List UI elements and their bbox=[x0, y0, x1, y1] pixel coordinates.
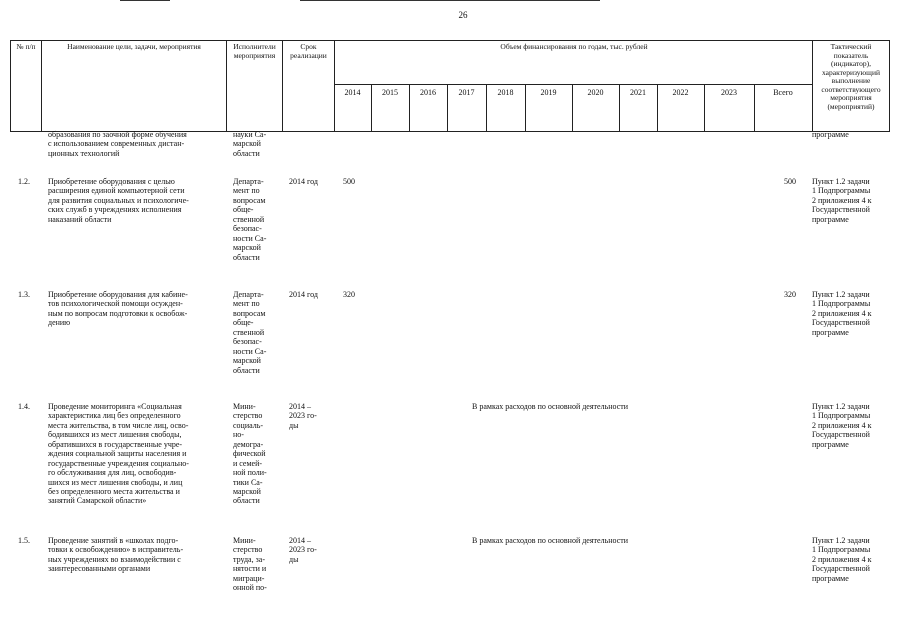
cell-executor: Мини- стерство труда, за- нятости и миграци- онной по- bbox=[233, 536, 267, 593]
header-year: 2014 bbox=[344, 88, 361, 97]
cell-indicator: Пункт 1.2 задачи 1 Подпрограммы 2 приложения 4 к Государственной программе bbox=[812, 177, 872, 224]
header-year: 2023 bbox=[721, 88, 737, 97]
cell-number: 1.4. bbox=[18, 402, 30, 411]
cell-indicator: Пункт 1.2 задачи 1 Подпрограммы 2 приложения 4 к Государственной программе bbox=[812, 402, 872, 449]
cell-term: 2014 год bbox=[289, 290, 318, 299]
header-year: 2022 bbox=[672, 88, 689, 97]
header-year: 2020 bbox=[587, 88, 604, 97]
cell-executor: Департа- мент по вопросам обще- ственной безопас- ности Са- марской области bbox=[233, 177, 267, 262]
cell-name: Проведение мониторинга «Социальная характеристика лиц без определенного места жительства, в том числе лиц, осво- бодившихся из мест лишения свободы, обратившихся в государственные учре- ждения социальной защиты населения и государственные учреждения социально- го обслуживания для лиц, освободив- шихся из мест лишения свободы, и лиц без определенного места жительства и занятий Самарской области» bbox=[48, 402, 189, 506]
header-col-line bbox=[812, 40, 813, 132]
header-col-line bbox=[226, 40, 227, 132]
cell-2014: 500 bbox=[343, 177, 355, 186]
header-year: 2015 bbox=[382, 88, 398, 97]
cell-number: 1.2. bbox=[18, 177, 30, 186]
cell-executor: Департа- мент по вопросам обще- ственной безопас- ности Са- марской области bbox=[233, 290, 267, 375]
cell-term: 2014 год bbox=[289, 177, 318, 186]
header-year: 2016 bbox=[420, 88, 436, 97]
cell-total: 500 bbox=[784, 177, 796, 186]
header-total: Всего bbox=[773, 88, 793, 97]
cell-name: Проведение занятий в «школах подго- товки к освобождению» в исправитель- ных учреждениях во взаимодействии с заинтересованными органами bbox=[48, 536, 184, 574]
header-year: 2017 bbox=[458, 88, 475, 97]
cell-name: Приобретение оборудования с целью расширения единой компьютерной сети для развития социальных и психологиче- ских служб в учреждениях исполнения наказаний области bbox=[48, 177, 189, 224]
years-divider bbox=[334, 84, 812, 85]
cell-2014: 320 bbox=[343, 290, 355, 299]
cell-name: Приобретение оборудования для кабине- тов психологической помощи осужден- ным по вопросам подготовки к освобож- дению bbox=[48, 290, 188, 328]
header-year: 2018 bbox=[497, 88, 514, 97]
cell-term: 2014 – 2023 го- ды bbox=[289, 402, 317, 430]
header-funding: Объем финансирования по годам, тыс. рублей bbox=[500, 42, 648, 51]
cell-total: 320 bbox=[784, 290, 796, 299]
header-col-line bbox=[334, 40, 335, 132]
cell-executor: Мини- стерство социаль- но- демогра- фической и семей- ной поли- тики Са- марской области bbox=[233, 402, 267, 506]
header-year: 2021 bbox=[630, 88, 646, 97]
header-col-line bbox=[282, 40, 283, 132]
header-executor: Исполнители мероприятия bbox=[233, 42, 276, 60]
cell-note: В рамках расходов по основной деятельности bbox=[472, 536, 629, 545]
page-number: 26 bbox=[458, 10, 468, 20]
header-col-line bbox=[41, 40, 42, 132]
cell-note: В рамках расходов по основной деятельности bbox=[472, 402, 629, 411]
header-term: Срок реализации bbox=[290, 42, 327, 60]
header-indicator: Тактический показатель (индикатор), характеризующий выполнение соответствующего мероприятия (мероприятий) bbox=[821, 42, 881, 111]
scan-edge-line bbox=[300, 0, 600, 1]
table-header bbox=[10, 40, 890, 132]
header-num: № п/п bbox=[16, 42, 36, 51]
header-top-border bbox=[10, 40, 890, 41]
header-name: Наименование цели, задачи, мероприятия bbox=[67, 42, 201, 51]
cell-indicator: Пункт 1.2 задачи 1 Подпрограммы 2 приложения 4 к Государственной программе bbox=[812, 290, 872, 337]
header-col-line bbox=[889, 40, 890, 132]
cell-number: 1.3. bbox=[18, 290, 30, 299]
scan-edge-line bbox=[120, 0, 170, 1]
cell-indicator: программе bbox=[812, 130, 849, 139]
header-col-line bbox=[10, 40, 11, 132]
header-year: 2019 bbox=[540, 88, 557, 97]
cell-name: образования по заочной форме обучения с использованием современных дистан- ционных технологий bbox=[48, 130, 187, 158]
cell-indicator: Пункт 1.2 задачи 1 Подпрограммы 2 приложения 4 к Государственной программе bbox=[812, 536, 872, 583]
cell-term: 2014 – 2023 го- ды bbox=[289, 536, 317, 564]
cell-number: 1.5. bbox=[18, 536, 30, 545]
cell-executor: науки Са- марской области bbox=[233, 130, 267, 158]
